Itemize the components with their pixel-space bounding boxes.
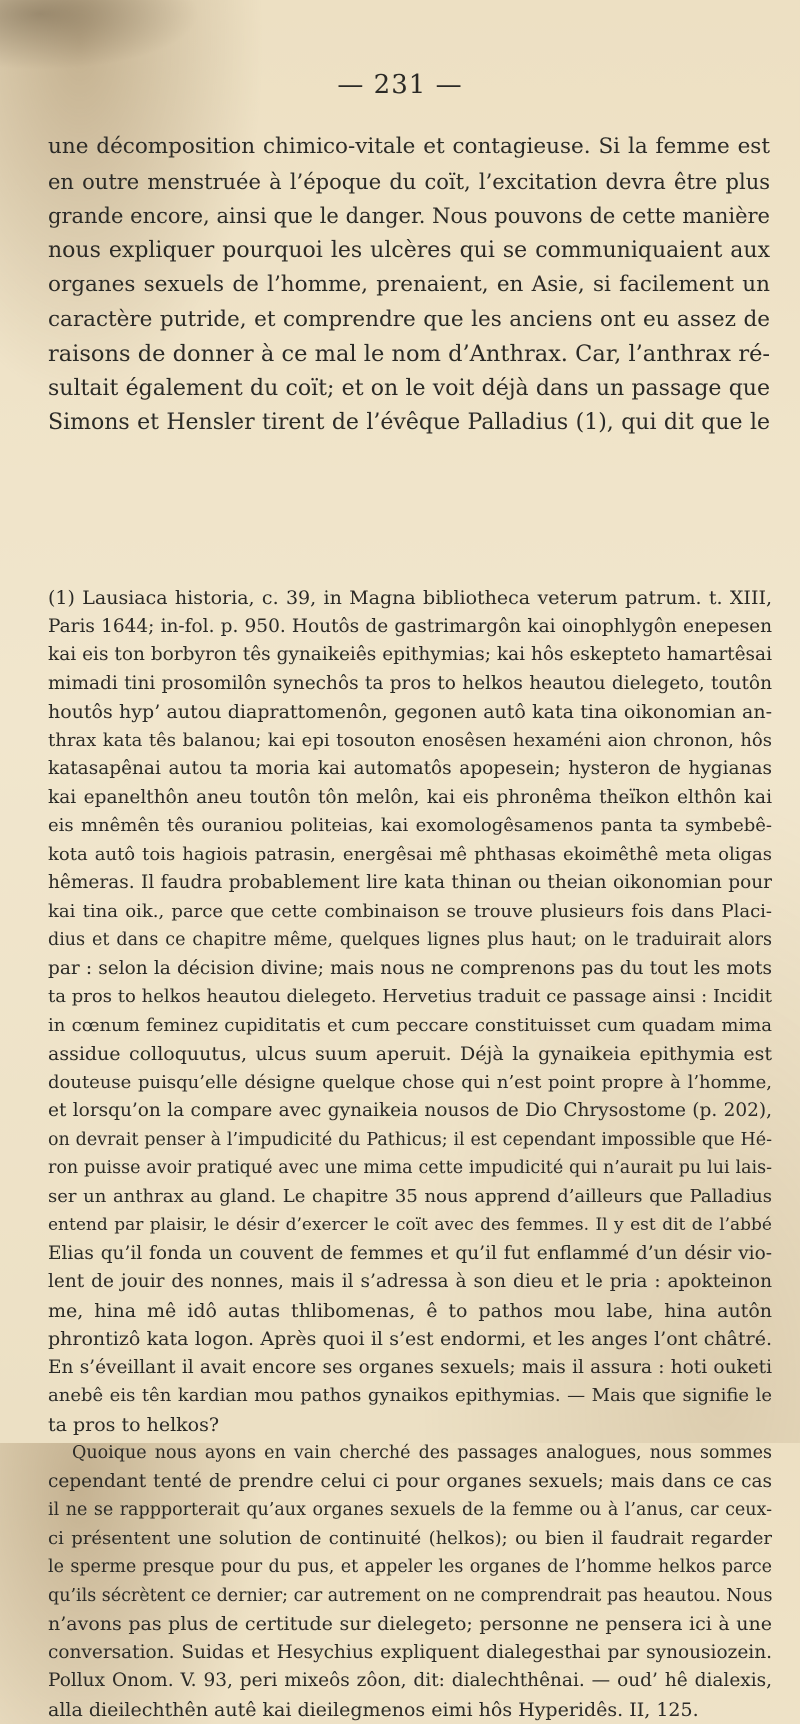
footnote-line: n’avons pas plus de certitude sur dielegeto; personne ne pensera ici à une	[48, 1610, 772, 1639]
body-line: caractère putride, et comprendre que les anciens ont eu assez de	[48, 303, 770, 338]
body-line: grande encore, ainsi que le danger. Nous pouvons de cette manière	[48, 199, 770, 234]
footnote-line: kota autô tois hagiois patrasin, energêsai mê phthasas ekoimêthê meta oligas	[48, 841, 772, 870]
footnote-line: entend par plaisir, le désir d’exercer le coït avec des femmes. Il y est dit de l’abbé	[48, 1211, 772, 1240]
footnote-line: houtôs hyp’ autou diaprattomenôn, gegonen autô kata tina oikonomian an-	[48, 698, 772, 727]
footnote-line: et lorsqu’on la compare avec gynaikeia nousos de Dio Chrysostome (p. 202),	[48, 1097, 772, 1126]
footnote-line: ser un anthrax au gland. Le chapitre 35 nous apprend d’ailleurs que Palladius	[48, 1183, 772, 1212]
page-stain	[0, 0, 200, 70]
body-line: sultait également du coït; et on le voit déjà dans un passage que	[48, 372, 770, 407]
body-line: Simons et Hensler tirent de l’évêque Palladius (1), qui dit que le	[48, 406, 770, 441]
footnote-block	[48, 584, 772, 1724]
body-line: raisons de donner à ce mal le nom d’Anthrax. Car, l’anthrax ré-	[48, 337, 770, 372]
footnote-line: cependant tenté de prendre celui ci pour organes sexuels; mais dans ce cas	[48, 1468, 772, 1497]
footnote-line: ta pros to helkos?	[48, 1411, 772, 1440]
footnote-line: kai tina oik., parce que cette combinaison se trouve plusieurs fois dans Placi-	[48, 898, 772, 927]
footnote-line: phrontizô kata logon. Après quoi il s’est endormi, et les anges l’ont châtré.	[48, 1325, 772, 1354]
footnote-line: douteuse puisqu’elle désigne quelque chose qui n’est point propre à l’homme,	[48, 1069, 772, 1098]
footnote-line: anebê eis tên kardian mou pathos gynaikos epithymias. — Mais que signifie le	[48, 1382, 772, 1411]
footnote-line: katasapênai autou ta moria kai automatôs apopesein; hysteron de hygianas	[48, 755, 772, 784]
footnote-line: alla dieilechthên autê kai dieilegmenos eimi hôs Hyperidês. II, 125.	[48, 1696, 772, 1724]
footnote-line: mimadi tini prosomilôn synechôs ta pros to helkos heautou dielegeto, toutôn	[48, 670, 772, 699]
footnote-line: Paris 1644; in-fol. p. 950. Houtôs de gastrimargôn kai oinophlygôn enepesen	[48, 613, 772, 642]
body-line: organes sexuels de l’homme, prenaient, en Asie, si facilement un	[48, 268, 770, 303]
body-line: en outre menstruée à l’époque du coït, l’excitation devra être plus	[48, 165, 770, 200]
footnote-line: kai epanelthôn aneu toutôn tôn melôn, kai eis phronêma theïkon elthôn kai	[48, 784, 772, 813]
footnote-line: conversation. Suidas et Hesychius expliquent dialegesthai par synousiozein.	[48, 1639, 772, 1668]
footnote-line: hêmeras. Il faudra probablement lire kata thinan ou theian oikonomian pour	[48, 869, 772, 898]
footnote-line: eis mnêmên tês ouraniou politeias, kai exomologêsamenos panta ta symbebê-	[48, 812, 772, 841]
footnote-line: Pollux Onom. V. 93, peri mixeôs zôon, dit: dialechthênai. — oud’ hê dialexis,	[48, 1667, 772, 1696]
footnote-line: on devrait penser à l’impudicité du Pathicus; il est cependant impossible que Hé-	[48, 1126, 772, 1155]
footnote-line: assidue colloquutus, ulcus suum aperuit. Déjà la gynaikeia epithymia est	[48, 1040, 772, 1069]
page-number: — 231 —	[0, 70, 800, 100]
body-line: une décomposition chimico-vitale et contagieuse. Si la femme est	[48, 130, 770, 165]
footnote-line: En s’éveillant il avait encore ses organes sexuels; mais il assura : hoti ouketi	[48, 1354, 772, 1383]
footnote-line: il ne se rappporterait qu’aux organes sexuels de la femme ou à l’anus, car ceux-	[48, 1496, 772, 1525]
footnote-line: Quoique nous ayons en vain cherché des passages analogues, nous sommes	[48, 1439, 772, 1468]
footnote-line: dius et dans ce chapitre même, quelques lignes plus haut; on le traduirait alors	[48, 926, 772, 955]
footnote-line: (1) Lausiaca historia, c. 39, in Magna bibliotheca veterum patrum. t. XIII,	[48, 584, 772, 613]
main-text	[48, 130, 770, 441]
body-line: nous expliquer pourquoi les ulcères qui se communiquaient aux	[48, 234, 770, 269]
footnote-line: par : selon la décision divine; mais nous ne comprenons pas du tout les mots	[48, 955, 772, 984]
footnote-line: lent de jouir des nonnes, mais il s’adressa à son dieu et le pria : apokteinon	[48, 1268, 772, 1297]
footnote-line: ci présentent une solution de continuité (helkos); ou bien il faudrait regarder	[48, 1525, 772, 1554]
footnote-line: ta pros to helkos heautou dielegeto. Hervetius traduit ce passage ainsi : Incidit	[48, 983, 772, 1012]
footnote-line: kai eis ton borbyron tês gynaikeiês epithymias; kai hôs eskepteto hamartêsai	[48, 641, 772, 670]
footnote-line: in cœnum feminez cupiditatis et cum peccare constituisset cum quadam mima	[48, 1012, 772, 1041]
footnote-line: qu’ils sécrètent ce dernier; car autrement on ne comprendrait pas heautou. Nous	[48, 1582, 772, 1611]
footnote-line: me, hina mê idô autas thlibomenas, ê to pathos mou labe, hina autôn	[48, 1297, 772, 1326]
footnote-line: le sperme presque pour du pus, et appeler les organes de l’homme helkos parce	[48, 1553, 772, 1582]
footnote-line: ron puisse avoir pratiqué avec une mima cette impudicité qui n’aurait pu lui lais-	[48, 1154, 772, 1183]
footnote-line: thrax kata tês balanou; kai epi tosouton enosêsen hexaméni aion chronon, hôs	[48, 727, 772, 756]
footnote-line: Elias qu’il fonda un couvent de femmes et qu’il fut enflammé d’un désir vio-	[48, 1240, 772, 1269]
